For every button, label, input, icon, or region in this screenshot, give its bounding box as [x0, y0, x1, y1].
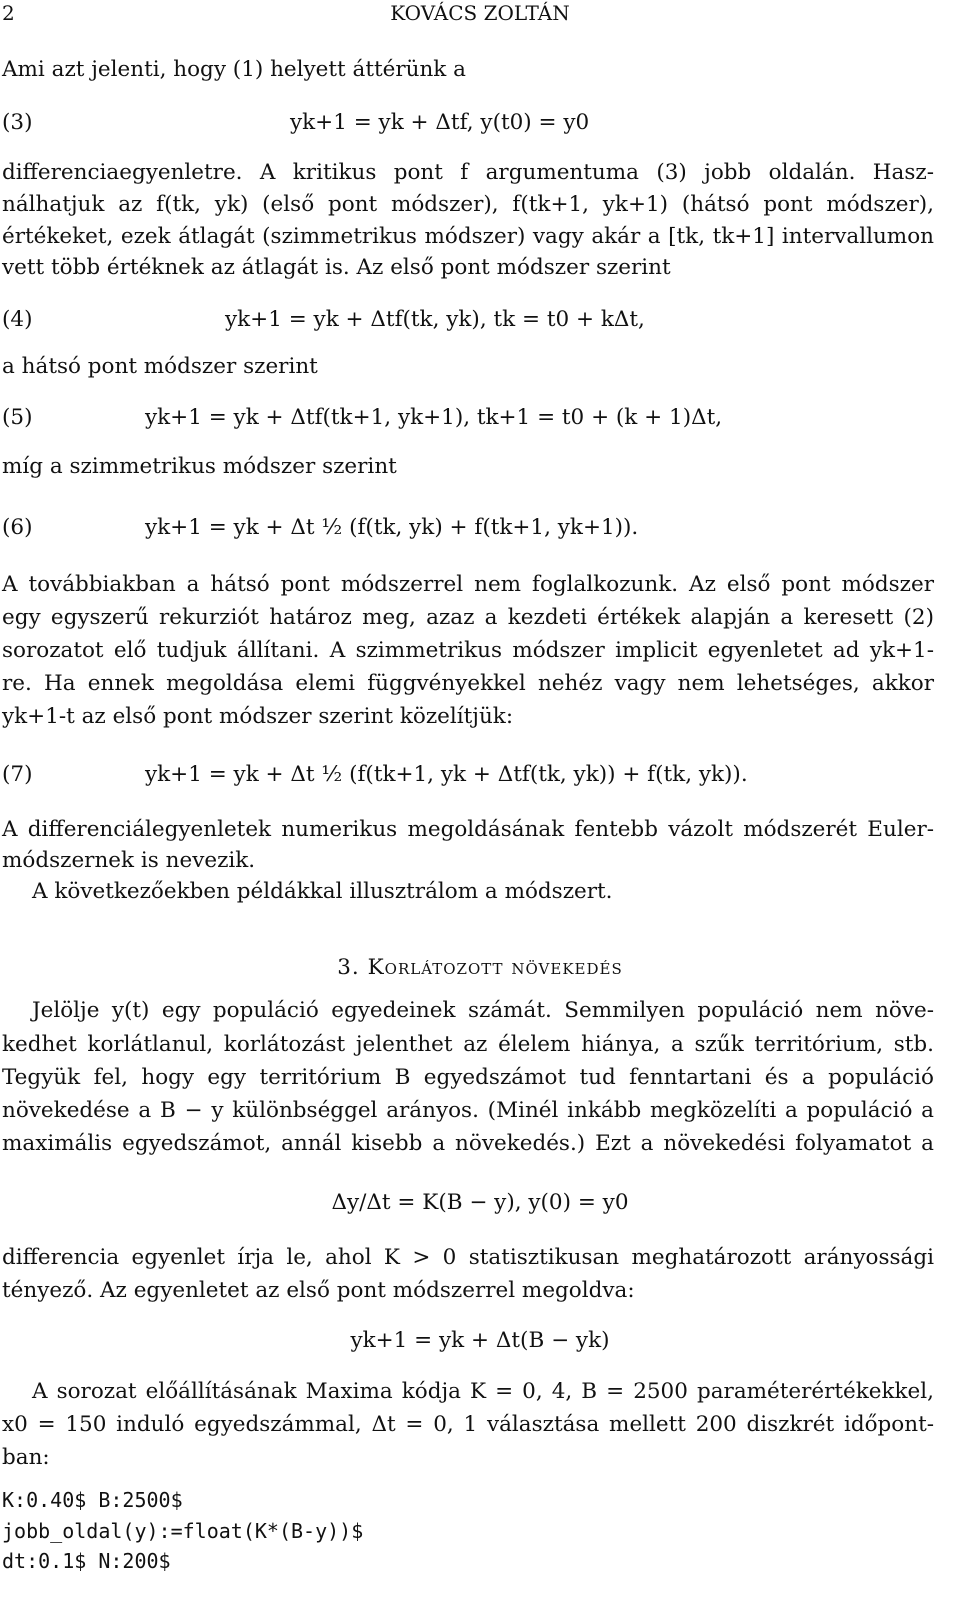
paragraph-line: re. Ha ennek megoldása elemi függvényekkel nehéz vagy nem lehetséges, akkor: [2, 671, 934, 696]
paragraph-line: Tegyük fel, hogy egy territórium B egyedszámot tud fenntartani és a populáció: [2, 1065, 934, 1090]
paragraph-line: növekedése a B − y különbséggel arányos. (Minél inkább megközelíti a populáció a: [2, 1098, 934, 1123]
paragraph-line: nálhatjuk az f(tk, yk) (első pont módszer), f(tk+1, yk+1) (hátsó pont módszer),: [2, 192, 934, 217]
paragraph-line: míg a szimmetrikus módszer szerint: [2, 454, 397, 479]
equation-label: (3): [2, 110, 33, 135]
code-line: K:0.40$ B:2500$: [2, 1488, 183, 1512]
paragraph-line: A továbbiakban a hátsó pont módszerrel nem foglalkozunk. Az első pont módszer: [2, 572, 934, 597]
paragraph-line: A differenciálegyenletek numerikus megoldásának fentebb vázolt módszerét Euler-: [2, 817, 934, 842]
paragraph-line: differencia egyenlet írja le, ahol K > 0 statisztikusan meghatározott arányossági: [2, 1245, 934, 1270]
equation-7: yk+1 = yk + Δt ½ (f(tk+1, yk + Δtf(tk, yk)) + f(tk, yk)).: [145, 762, 748, 787]
equation-label: (6): [2, 515, 33, 540]
equation-label: (5): [2, 405, 33, 430]
section-title: Korlátozott növekedés: [367, 955, 623, 980]
paragraph-line: A következőekben példákkal illusztrálom a módszert.: [32, 879, 613, 904]
paragraph-line: yk+1-t az első pont módszer szerint közelítjük:: [2, 704, 514, 729]
section-heading: [0, 953, 960, 983]
paragraph-line: tényező. Az egyenletet az első pont módszerrel megoldva:: [2, 1278, 635, 1303]
code-line: jobb_oldal(y):=float(K*(B-y))$: [2, 1519, 364, 1543]
paragraph-line: vett több értéknek az átlagát is. Az első pont módszer szerint: [2, 255, 671, 280]
paragraph-line: Ami azt jelenti, hogy (1) helyett áttérünk a: [2, 57, 466, 82]
difference-equation: Δy/Δt = K(B − y), y(0) = y0: [331, 1190, 629, 1215]
paragraph-line: differenciaegyenletre. A kritikus pont f argumentuma (3) jobb oldalán. Hasz-: [2, 160, 934, 185]
paragraph-line: értékeket, ezek átlagát (szimmetrikus módszer) vagy akár a [tk, tk+1] intervallumon: [2, 224, 934, 249]
paragraph-line: Jelölje y(t) egy populáció egyedeinek számát. Semmilyen populáció nem növe-: [32, 998, 934, 1023]
page-number: 2: [2, 1, 15, 25]
solved-equation: yk+1 = yk + Δt(B − yk): [350, 1328, 610, 1353]
paragraph-line: ban:: [2, 1445, 50, 1470]
code-line: dt:0.1$ N:200$: [2, 1549, 171, 1573]
paragraph-line: maximális egyedszámot, annál kisebb a növekedés.) Ezt a növekedési folyamatot a: [2, 1131, 934, 1156]
equation-3: yk+1 = yk + Δtf, y(t0) = y0: [290, 110, 590, 135]
running-title: KOVÁCS ZOLTÁN: [390, 1, 570, 25]
paragraph-line: egy egyszerű rekurziót határoz meg, azaz a kezdeti értékek alapján a keresett (2): [2, 605, 934, 630]
equation-5: yk+1 = yk + Δtf(tk+1, yk+1), tk+1 = t0 + (k + 1)Δt,: [145, 405, 723, 430]
paragraph-line: módszernek is nevezik.: [2, 848, 256, 873]
equation-label: (4): [2, 307, 33, 332]
paragraph-line: A sorozat előállításának Maxima kódja K = 0, 4, B = 2500 paraméterértékekkel,: [32, 1379, 934, 1404]
equation-label: (7): [2, 762, 33, 787]
paragraph-line: x0 = 150 induló egyedszámmal, Δt = 0, 1 választása mellett 200 diszkrét időpont-: [2, 1412, 934, 1437]
section-number: 3.: [337, 955, 360, 980]
paragraph-line: a hátsó pont módszer szerint: [2, 354, 318, 379]
paragraph-line: kedhet korlátlanul, korlátozást jelenthet az élelem hiánya, a szűk territórium, stb.: [2, 1032, 934, 1057]
equation-6: yk+1 = yk + Δt ½ (f(tk, yk) + f(tk+1, yk+1)).: [145, 515, 639, 540]
equation-4: yk+1 = yk + Δtf(tk, yk), tk = t0 + kΔt,: [225, 307, 645, 332]
paragraph-line: sorozatot elő tudjuk állítani. A szimmetrikus módszer implicit egyenletet ad yk+1-: [2, 638, 934, 663]
